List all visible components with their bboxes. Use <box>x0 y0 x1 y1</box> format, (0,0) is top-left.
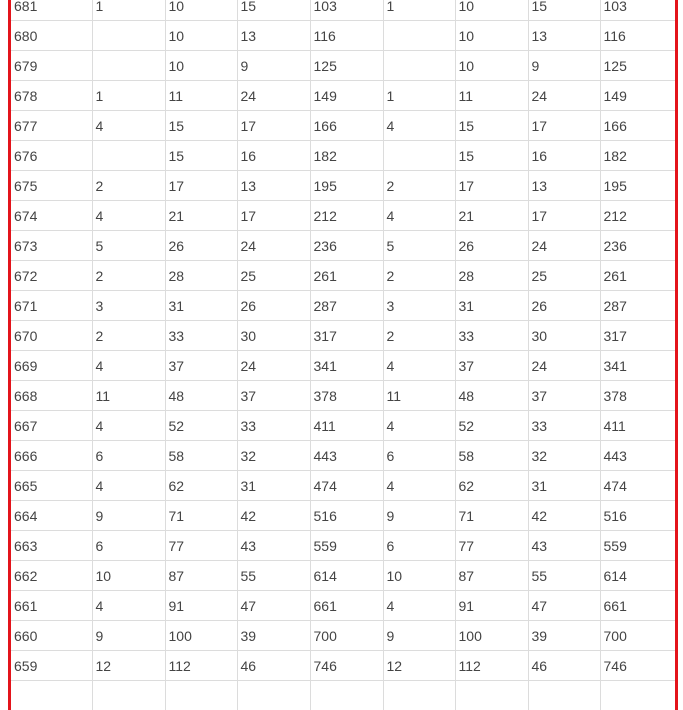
count-cell: 2 <box>92 171 165 201</box>
score-cell: 673 <box>11 231 92 261</box>
count-cell: 24 <box>528 231 600 261</box>
count-cell: 236 <box>600 231 675 261</box>
count-cell: 5 <box>92 231 165 261</box>
score-cell: 678 <box>11 81 92 111</box>
count-cell: 39 <box>237 621 310 651</box>
count-cell: 91 <box>165 591 237 621</box>
count-cell: 6 <box>383 441 455 471</box>
count-cell: 52 <box>455 411 528 441</box>
count-cell <box>383 51 455 81</box>
count-cell: 25 <box>237 261 310 291</box>
count-cell: 24 <box>528 81 600 111</box>
score-cell: 667 <box>11 411 92 441</box>
count-cell: 4 <box>92 471 165 501</box>
count-cell: 516 <box>600 501 675 531</box>
count-cell: 474 <box>600 471 675 501</box>
score-cell: 659 <box>11 651 92 681</box>
count-cell: 614 <box>310 561 383 591</box>
count-cell: 6 <box>383 531 455 561</box>
count-cell: 166 <box>600 111 675 141</box>
count-cell: 212 <box>310 201 383 231</box>
count-cell: 24 <box>237 81 310 111</box>
count-cell: 15 <box>165 111 237 141</box>
count-cell: 559 <box>600 531 675 561</box>
count-cell: 700 <box>310 621 383 651</box>
count-cell: 195 <box>310 171 383 201</box>
count-cell: 182 <box>600 141 675 171</box>
count-cell <box>383 141 455 171</box>
table-row <box>11 591 675 621</box>
count-cell: 24 <box>237 231 310 261</box>
count-cell: 15 <box>455 141 528 171</box>
count-cell: 30 <box>528 321 600 351</box>
score-cell: 663 <box>11 531 92 561</box>
table-row <box>11 441 675 471</box>
score-table-body <box>11 0 675 710</box>
count-cell: 661 <box>310 591 383 621</box>
count-cell: 17 <box>528 201 600 231</box>
count-cell: 55 <box>528 561 600 591</box>
count-cell: 516 <box>310 501 383 531</box>
count-cell: 1 <box>92 0 165 21</box>
count-cell: 614 <box>600 561 675 591</box>
count-cell: 26 <box>528 291 600 321</box>
table-row <box>11 141 675 171</box>
count-cell: 317 <box>310 321 383 351</box>
count-cell: 443 <box>600 441 675 471</box>
score-cell: 665 <box>11 471 92 501</box>
table-row <box>11 351 675 381</box>
score-cell: 681 <box>11 0 92 21</box>
score-cell: 666 <box>11 441 92 471</box>
count-cell: 9 <box>528 51 600 81</box>
count-cell <box>92 141 165 171</box>
count-cell: 661 <box>600 591 675 621</box>
count-cell: 4 <box>92 351 165 381</box>
count-cell: 10 <box>165 21 237 51</box>
score-cell: 660 <box>11 621 92 651</box>
score-cell: 672 <box>11 261 92 291</box>
table-row <box>11 81 675 111</box>
count-cell: 378 <box>310 381 383 411</box>
score-cell: 679 <box>11 51 92 81</box>
count-cell: 9 <box>237 51 310 81</box>
table-row <box>11 171 675 201</box>
count-cell: 341 <box>600 351 675 381</box>
count-cell: 10 <box>455 0 528 21</box>
score-cell: 669 <box>11 351 92 381</box>
count-cell: 2 <box>92 261 165 291</box>
count-cell: 149 <box>310 81 383 111</box>
count-cell: 378 <box>600 381 675 411</box>
count-cell: 746 <box>600 651 675 681</box>
count-cell: 37 <box>165 351 237 381</box>
count-cell: 11 <box>455 81 528 111</box>
score-cell: 668 <box>11 381 92 411</box>
table-row <box>11 561 675 591</box>
count-cell <box>237 681 310 710</box>
count-cell: 48 <box>165 381 237 411</box>
count-cell: 26 <box>237 291 310 321</box>
count-cell: 411 <box>310 411 383 441</box>
count-cell: 700 <box>600 621 675 651</box>
table-row <box>11 411 675 441</box>
count-cell: 103 <box>600 0 675 21</box>
count-cell: 149 <box>600 81 675 111</box>
count-cell <box>455 681 528 710</box>
count-cell: 261 <box>310 261 383 291</box>
count-cell: 116 <box>310 21 383 51</box>
count-cell: 4 <box>383 411 455 441</box>
count-cell: 17 <box>455 171 528 201</box>
table-row <box>11 621 675 651</box>
count-cell: 37 <box>455 351 528 381</box>
count-cell: 411 <box>600 411 675 441</box>
count-cell: 4 <box>383 201 455 231</box>
count-cell <box>165 681 237 710</box>
count-cell: 100 <box>455 621 528 651</box>
count-cell: 24 <box>237 351 310 381</box>
count-cell: 2 <box>383 261 455 291</box>
score-cell: 676 <box>11 141 92 171</box>
count-cell: 33 <box>455 321 528 351</box>
score-cell: 677 <box>11 111 92 141</box>
count-cell: 13 <box>528 21 600 51</box>
count-cell: 9 <box>92 501 165 531</box>
count-cell: 4 <box>92 411 165 441</box>
count-cell: 17 <box>237 111 310 141</box>
count-cell: 12 <box>92 651 165 681</box>
count-cell: 46 <box>528 651 600 681</box>
count-cell: 24 <box>528 351 600 381</box>
table-row <box>11 651 675 681</box>
count-cell: 261 <box>600 261 675 291</box>
table-row <box>11 681 675 710</box>
count-cell: 1 <box>92 81 165 111</box>
count-cell: 47 <box>237 591 310 621</box>
count-cell: 58 <box>165 441 237 471</box>
table-row <box>11 501 675 531</box>
count-cell: 21 <box>455 201 528 231</box>
count-cell: 10 <box>165 0 237 21</box>
count-cell: 46 <box>237 651 310 681</box>
count-cell: 182 <box>310 141 383 171</box>
score-cell <box>11 681 92 710</box>
count-cell <box>528 681 600 710</box>
count-cell: 16 <box>237 141 310 171</box>
count-cell: 37 <box>528 381 600 411</box>
count-cell: 443 <box>310 441 383 471</box>
count-cell: 13 <box>237 21 310 51</box>
count-cell: 62 <box>455 471 528 501</box>
score-cell: 662 <box>11 561 92 591</box>
count-cell: 195 <box>600 171 675 201</box>
count-cell <box>383 21 455 51</box>
count-cell: 116 <box>600 21 675 51</box>
count-cell: 77 <box>165 531 237 561</box>
count-cell: 341 <box>310 351 383 381</box>
table-row <box>11 321 675 351</box>
count-cell: 31 <box>237 471 310 501</box>
count-cell: 31 <box>455 291 528 321</box>
count-cell: 12 <box>383 651 455 681</box>
count-cell: 10 <box>92 561 165 591</box>
count-cell: 103 <box>310 0 383 21</box>
count-cell: 43 <box>528 531 600 561</box>
count-cell: 287 <box>310 291 383 321</box>
count-cell: 26 <box>455 231 528 261</box>
score-cell: 680 <box>11 21 92 51</box>
count-cell: 15 <box>237 0 310 21</box>
count-cell: 1 <box>383 81 455 111</box>
count-cell: 125 <box>310 51 383 81</box>
count-cell: 11 <box>383 381 455 411</box>
count-cell: 28 <box>455 261 528 291</box>
count-cell: 10 <box>455 51 528 81</box>
count-cell: 559 <box>310 531 383 561</box>
count-cell: 9 <box>383 621 455 651</box>
count-cell: 31 <box>528 471 600 501</box>
table-row <box>11 51 675 81</box>
count-cell: 32 <box>528 441 600 471</box>
count-cell: 43 <box>237 531 310 561</box>
table-row <box>11 201 675 231</box>
count-cell: 10 <box>383 561 455 591</box>
count-cell: 17 <box>237 201 310 231</box>
count-cell: 15 <box>455 111 528 141</box>
count-cell: 33 <box>528 411 600 441</box>
count-cell: 287 <box>600 291 675 321</box>
count-cell: 9 <box>383 501 455 531</box>
count-cell: 31 <box>165 291 237 321</box>
count-cell: 47 <box>528 591 600 621</box>
count-cell: 4 <box>92 111 165 141</box>
count-cell: 39 <box>528 621 600 651</box>
score-cell: 661 <box>11 591 92 621</box>
count-cell: 4 <box>92 591 165 621</box>
score-cell: 671 <box>11 291 92 321</box>
count-cell: 52 <box>165 411 237 441</box>
count-cell: 16 <box>528 141 600 171</box>
count-cell: 4 <box>383 111 455 141</box>
count-cell: 26 <box>165 231 237 261</box>
table-row <box>11 0 675 21</box>
count-cell: 125 <box>600 51 675 81</box>
count-cell: 48 <box>455 381 528 411</box>
count-cell: 11 <box>165 81 237 111</box>
count-cell: 62 <box>165 471 237 501</box>
count-cell: 17 <box>165 171 237 201</box>
table-row <box>11 531 675 561</box>
table-row <box>11 381 675 411</box>
count-cell: 33 <box>237 411 310 441</box>
count-cell: 87 <box>455 561 528 591</box>
score-cell: 675 <box>11 171 92 201</box>
count-cell: 33 <box>165 321 237 351</box>
count-cell: 42 <box>237 501 310 531</box>
score-table <box>11 0 675 710</box>
count-cell: 6 <box>92 441 165 471</box>
count-cell: 4 <box>92 201 165 231</box>
score-cell: 674 <box>11 201 92 231</box>
count-cell <box>92 21 165 51</box>
count-cell: 37 <box>237 381 310 411</box>
count-cell <box>310 681 383 710</box>
count-cell: 13 <box>237 171 310 201</box>
count-cell: 17 <box>528 111 600 141</box>
count-cell <box>92 681 165 710</box>
count-cell: 15 <box>528 0 600 21</box>
count-cell: 13 <box>528 171 600 201</box>
score-cell: 664 <box>11 501 92 531</box>
count-cell: 3 <box>92 291 165 321</box>
count-cell: 58 <box>455 441 528 471</box>
count-cell: 25 <box>528 261 600 291</box>
count-cell: 9 <box>92 621 165 651</box>
count-cell <box>92 51 165 81</box>
count-cell: 2 <box>92 321 165 351</box>
table-row <box>11 261 675 291</box>
count-cell: 55 <box>237 561 310 591</box>
count-cell: 21 <box>165 201 237 231</box>
count-cell: 32 <box>237 441 310 471</box>
count-cell: 11 <box>92 381 165 411</box>
table-row <box>11 21 675 51</box>
count-cell: 71 <box>165 501 237 531</box>
count-cell: 10 <box>165 51 237 81</box>
count-cell: 87 <box>165 561 237 591</box>
count-cell: 4 <box>383 351 455 381</box>
count-cell: 28 <box>165 261 237 291</box>
count-cell: 112 <box>165 651 237 681</box>
score-table-panel <box>8 0 678 710</box>
table-row <box>11 291 675 321</box>
count-cell: 1 <box>383 0 455 21</box>
count-cell: 4 <box>383 471 455 501</box>
count-cell: 30 <box>237 321 310 351</box>
count-cell: 2 <box>383 171 455 201</box>
table-row <box>11 111 675 141</box>
count-cell: 10 <box>455 21 528 51</box>
count-cell: 42 <box>528 501 600 531</box>
count-cell: 112 <box>455 651 528 681</box>
count-cell: 236 <box>310 231 383 261</box>
count-cell <box>383 681 455 710</box>
count-cell: 474 <box>310 471 383 501</box>
score-cell: 670 <box>11 321 92 351</box>
count-cell: 166 <box>310 111 383 141</box>
count-cell: 5 <box>383 231 455 261</box>
count-cell: 212 <box>600 201 675 231</box>
table-row <box>11 231 675 261</box>
count-cell: 15 <box>165 141 237 171</box>
count-cell: 2 <box>383 321 455 351</box>
count-cell: 317 <box>600 321 675 351</box>
count-cell: 91 <box>455 591 528 621</box>
count-cell: 100 <box>165 621 237 651</box>
count-cell: 6 <box>92 531 165 561</box>
table-row <box>11 471 675 501</box>
count-cell: 71 <box>455 501 528 531</box>
count-cell: 746 <box>310 651 383 681</box>
count-cell: 77 <box>455 531 528 561</box>
count-cell: 3 <box>383 291 455 321</box>
count-cell <box>600 681 675 710</box>
count-cell: 4 <box>383 591 455 621</box>
